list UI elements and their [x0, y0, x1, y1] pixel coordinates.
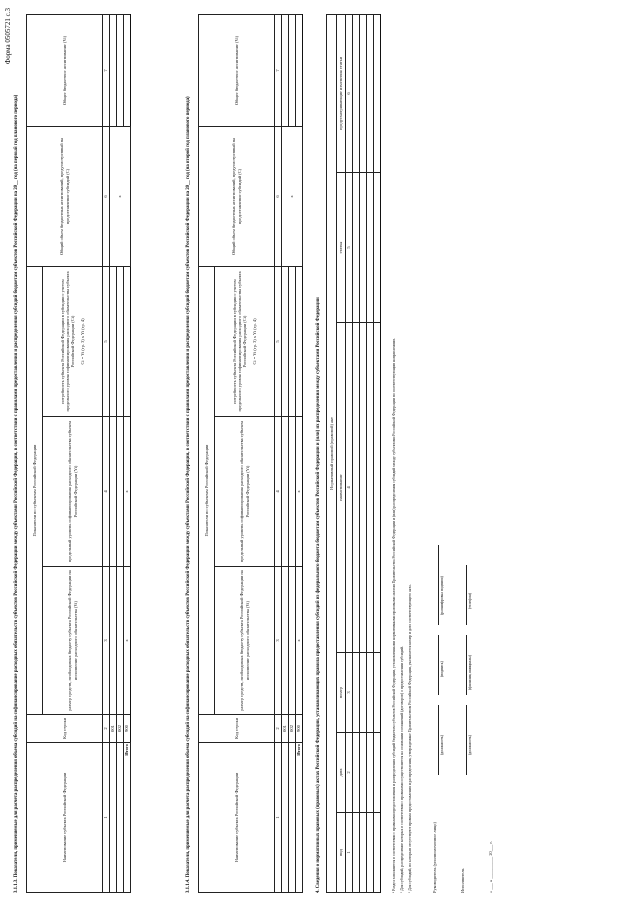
executor-fio-caption: (фамилия, инициалы)	[468, 654, 472, 690]
t1-num-row	[103, 15, 110, 893]
t3-cell[interactable]	[360, 173, 367, 323]
t2-num-row	[275, 15, 282, 893]
table-row	[353, 14, 360, 892]
t2-col-code: Код строки	[199, 715, 275, 743]
t3-cell[interactable]	[360, 813, 367, 893]
t1-cell[interactable]	[124, 267, 131, 417]
t1-col-4: предельный уровень софинансирования расходного обязательства субъекта Российской Федерации (Yi)	[43, 417, 103, 567]
t2-num: 7	[275, 15, 282, 127]
t3-col-header: дата	[337, 733, 346, 813]
t3-cell[interactable]	[367, 813, 374, 893]
t2-num: 5	[275, 267, 282, 417]
t1-total-label: Итого	[124, 743, 131, 893]
t3-col-header: вид	[337, 813, 346, 893]
t2-col-5-formula: Ci = Vi (гр. 3) x Yi (гр. 4)	[252, 318, 258, 365]
t3-num: 4	[346, 323, 353, 653]
t2-num: 2	[275, 715, 282, 743]
t1-num: 4	[103, 417, 110, 567]
t3-cell[interactable]	[353, 323, 360, 653]
t2-code: 002	[289, 715, 296, 743]
table-2	[198, 14, 303, 893]
t1-col-6: Общий объем бюджетных ассигнований, предусмотренный на предоставление субсидий (C)	[27, 127, 103, 267]
t1-cell[interactable]	[110, 267, 117, 417]
t1-cell[interactable]	[117, 267, 124, 417]
t3-cell[interactable]	[374, 14, 381, 172]
t2-cell[interactable]	[289, 267, 296, 417]
t1-cell[interactable]	[124, 15, 131, 127]
t2-cell[interactable]	[296, 15, 303, 127]
t1-col-7: Общее бюджетное ассигнование (Vi)	[27, 15, 103, 127]
t3-cell[interactable]	[360, 653, 367, 733]
t3-num: 6	[346, 14, 353, 172]
t2-cell[interactable]	[296, 267, 303, 417]
t1-cell[interactable]	[117, 567, 124, 715]
t3-cell[interactable]	[374, 323, 381, 653]
t1-cell[interactable]	[110, 743, 117, 893]
t3-num: 5	[346, 173, 353, 323]
t2-num: 4	[275, 417, 282, 567]
t1-col-5-formula: Ci = Vi (гр. 3) x Yi (гр. 4)	[80, 318, 86, 365]
t1-col-code: Код строки	[27, 715, 103, 743]
full-name-caption: (расшифровка подписи)	[440, 576, 444, 615]
footnote-3: ³ Для субсидий, по которым отсутствуют правила предоставления и распределения, утвержденные Правительством Российской Федерации, указывается номер и дата соответствующего акта.	[408, 584, 412, 893]
section-2-title: 3.1.1.4. Показатели, применяемые для расчета распределения объема субсидий на софинансирование расходных обязательств субъектов Российской Федерации между субъектами Российской Федерации, в соответствии с правилами предоставления и распределения субсидий бюджетам субъектов Российской Федерации на 20__ год (на второй год планового периода)	[186, 96, 191, 893]
t2-cell[interactable]	[282, 267, 289, 417]
table-row	[367, 14, 374, 892]
t2-col-6: Общий объем бюджетных ассигнований, предусмотренный на предоставление субсидий (C)	[199, 127, 275, 267]
t2-col-5-label: потребность субъекта Российской Федерации в субсидии с учетом предельного уровня софинансирования расходного обязательства субъекта Российской Федерации (Сi)	[231, 271, 247, 412]
t2-cell[interactable]	[289, 567, 296, 715]
t1-code: 001	[110, 715, 117, 743]
t2-cell[interactable]	[289, 15, 296, 127]
t1-num: 7	[103, 15, 110, 127]
t3-cell[interactable]	[353, 14, 360, 172]
t3-cell[interactable]	[360, 14, 367, 172]
t3-col-header: номер	[337, 653, 346, 733]
t2-col-name: Наименование субъекта Российской Федерации	[199, 743, 275, 893]
t3-cell[interactable]	[353, 653, 360, 733]
t3-cell[interactable]	[367, 14, 374, 172]
t1-cell[interactable]	[117, 15, 124, 127]
t2-cell[interactable]	[289, 417, 296, 567]
t3-group-header: Нормативный правовой (правовой) акт	[327, 14, 337, 892]
t3-cell[interactable]	[374, 733, 381, 813]
t1-group-header: Показатели по субъектам Российской Федерации	[27, 267, 43, 715]
t3-cell[interactable]	[374, 173, 381, 323]
t1-num: 1	[103, 743, 110, 893]
t1-x-mark: x	[124, 417, 131, 567]
t1-cell[interactable]	[117, 417, 124, 567]
t1-col-5	[43, 267, 103, 417]
t1-cell[interactable]	[117, 743, 124, 893]
signature-line[interactable]	[438, 635, 439, 695]
t1-code: 002	[117, 715, 124, 743]
t1-col-name: Наименование субъекта Российской Федерации	[27, 743, 103, 893]
t1-cell[interactable]	[110, 567, 117, 715]
section-3-title: 4. Сведения о нормативных правовых (правовых) актах Российской Федерации, устанавливающих правила предоставления субсидий из федерального бюджета бюджетам субъектов Российской Федерации и (или) их распределения между субъектами Российской Федерации	[316, 297, 321, 893]
t3-col-header: наименование	[337, 323, 346, 653]
signature-caption: (подпись)	[440, 661, 444, 677]
t2-col-7: Общее бюджетное ассигнование (Vi)	[199, 15, 275, 127]
t3-num: 2	[346, 733, 353, 813]
head-label: Руководитель (уполномоченное лицо)	[432, 822, 437, 893]
t2-total-label: Итого	[296, 743, 303, 893]
t1-num: 6	[103, 127, 110, 267]
t3-cell[interactable]	[353, 733, 360, 813]
t2-col-3: размер средств, необходимых бюджету субъекта Российской Федерации на исполнение расходного обязательства (Vi)	[215, 567, 275, 715]
executor-phone-caption: (телефон)	[468, 593, 472, 609]
t3-num: 1	[346, 813, 353, 893]
t3-cell[interactable]	[353, 813, 360, 893]
t3-cell[interactable]	[360, 733, 367, 813]
t3-col-header: статья	[337, 173, 346, 323]
t2-num: 6	[275, 127, 282, 267]
form-reference: Форма 0505721 с.3	[4, 8, 12, 65]
t2-cell[interactable]	[282, 417, 289, 567]
footnote-1: ¹ Раздел заполняется в соответствии с правилами предоставления и распределения субсидий бюджетам субъектов Российской Федерации, установленными нормативными правовыми актами Правительства Российской Федерации и (или) распределения субсидий между субъектами Российской Федерации по соответствующим направлениям.	[392, 338, 396, 893]
t3-cell[interactable]	[374, 813, 381, 893]
position-caption: (должность)	[440, 735, 444, 755]
t1-cell[interactable]	[110, 15, 117, 127]
t2-x-mark: x	[296, 417, 303, 567]
t1-num: 2	[103, 715, 110, 743]
t3-col-header: предусматривающие изменения статьи	[337, 14, 346, 172]
t2-x-mark: x	[296, 567, 303, 715]
t1-col-5-label: потребность субъекта Российской Федерации в субсидии с учетом предельного уровня софинансирования расходного обязательства субъекта Российской Федерации (Сi)	[59, 271, 75, 412]
t2-group-header: Показатели по субъектам Российской Федерации	[199, 267, 215, 715]
t3-cell[interactable]	[367, 653, 374, 733]
t2-col-4: предельный уровень софинансирования расходного обязательства субъекта Российской Федерации (Yi)	[215, 417, 275, 567]
table-1	[26, 14, 131, 893]
t3-cell[interactable]	[360, 323, 367, 653]
t1-num: 3	[103, 567, 110, 715]
section-1-title: 3.1.1.3. Показатели, применяемые для расчета распределения объема субсидий на софинансирование расходных обязательств субъектов Российской Федерации между субъектами Российской Федерации, в соответствии с правилами предоставления и распределения субсидий бюджетам субъектов Российской Федерации на 20__ год (на первый год планового периода)	[14, 94, 19, 893]
date-line[interactable]: « ___ » __________ 20___ г.	[488, 841, 493, 893]
t3-cell[interactable]	[367, 323, 374, 653]
full-name-line[interactable]	[438, 545, 439, 625]
t1-x-mark: x	[110, 127, 131, 267]
table-row	[110, 15, 117, 893]
t1-num: 5	[103, 267, 110, 417]
t2-total-code: 900	[296, 715, 303, 743]
t1-x-mark: x	[124, 567, 131, 715]
t2-cell[interactable]	[282, 15, 289, 127]
executor-phone-line[interactable]	[466, 565, 467, 625]
t1-total-code: 900	[124, 715, 131, 743]
t1-cell[interactable]	[110, 417, 117, 567]
t2-x-mark: x	[282, 127, 303, 267]
t2-cell[interactable]	[282, 743, 289, 893]
table-row	[360, 14, 367, 892]
t2-num: 3	[275, 567, 282, 715]
executor-label: Исполнитель	[460, 868, 465, 893]
executor-fio-line[interactable]	[466, 635, 467, 695]
t2-cell[interactable]	[289, 743, 296, 893]
t3-cell[interactable]	[374, 653, 381, 733]
t3-cell[interactable]	[353, 173, 360, 323]
t2-num: 1	[275, 743, 282, 893]
executor-position-caption: (должность)	[468, 735, 472, 755]
t3-cell[interactable]	[367, 173, 374, 323]
t2-code: 001	[282, 715, 289, 743]
table-3	[326, 14, 381, 893]
executor-position-line[interactable]	[466, 705, 467, 775]
t3-cell[interactable]	[367, 733, 374, 813]
table-row	[374, 14, 381, 892]
t2-col-5	[215, 267, 275, 417]
t3-num: 3	[346, 653, 353, 733]
footnote-2: ² Для субсидий, распределение которых в соответствии с правилами осуществляется на основании соглашений (договоров) о предоставлении субсидий.	[400, 646, 404, 893]
position-line[interactable]	[438, 705, 439, 775]
t1-col-3: размер средств, необходимых бюджету субъекта Российской Федерации на исполнение расходного обязательства (Vi)	[43, 567, 103, 715]
table-row	[282, 15, 289, 893]
t2-cell[interactable]	[282, 567, 289, 715]
